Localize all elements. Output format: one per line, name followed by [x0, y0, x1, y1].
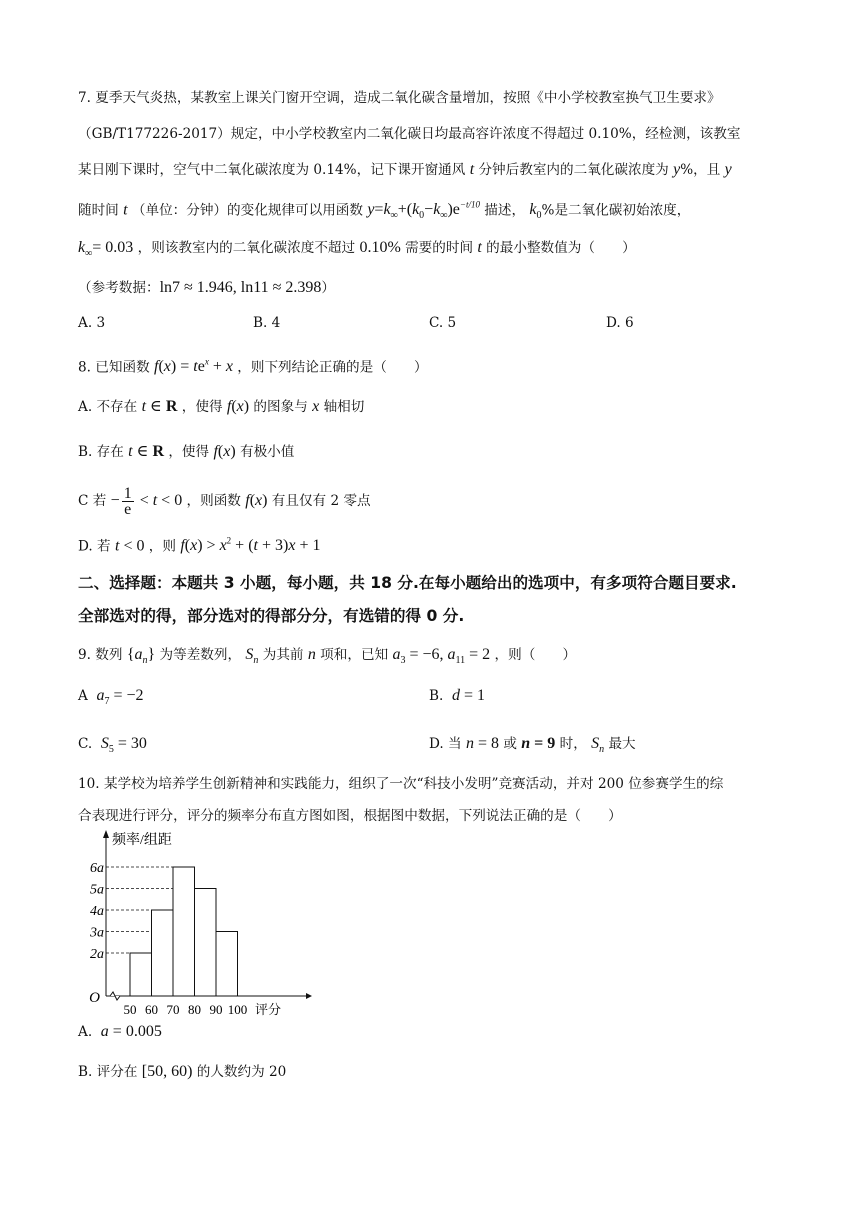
q7-function: $y=k_\infty+(k_0-k_\infty)e^{-t/10}$: [367, 200, 480, 222]
q9-stem: 9. 数列 $\{a_n\}$ 为等差数列， $S_n$ 为其前 n 项和，已知 $a_3 = -6$, $a_{11} = 2$ ，则（ ）: [78, 646, 577, 667]
q7-text: （单位：分钟）的变化规律可以用函数: [131, 202, 363, 219]
q9-text: C.: [78, 736, 93, 752]
q8-text: A. 不存在: [78, 399, 138, 415]
q7-text: ）: [321, 280, 336, 296]
q7-line-4: 随时间 t （单位：分钟）的变化规律可以用函数 $y=k_\infty+(k_0-k_\infty)e^{-t/10}$ 描述， $k_0\%$是二氧化碳初始浓度，: [78, 200, 691, 222]
q8-text: 轴相切: [323, 399, 365, 415]
q7-text: ，且: [693, 162, 721, 178]
q9-option-c: C. $S_5 = 30$: [78, 735, 147, 756]
q8-option-a: A. 不存在 t ∈ R ，使得 f(x) 的图象与 x 轴相切: [78, 398, 365, 415]
q10-line-2: 合表现进行评分，评分的频率分布直方图如图，根据图中数据，下列说法正确的是（ ）: [78, 808, 622, 824]
histogram-bar: [216, 932, 238, 997]
q7-line-5: $k_\infty= 0.03$ ，则该教室内的二氧化碳浓度不超过 0.10% 需要的时间 t 的最小整数值为（ ）: [78, 239, 636, 260]
histogram-bar: [130, 953, 152, 996]
q10-option-b: B. 评分在 [50, 60) 的人数约为 20: [78, 1063, 287, 1080]
q7-text: 分钟后教室内的二氧化碳浓度为: [478, 162, 669, 178]
q7-option-b: B. 4: [253, 315, 281, 331]
q8-text: ，使得: [181, 399, 223, 415]
q8-text: ，使得: [168, 444, 210, 460]
q9-option-d: D. 当 n = 8 或 n = 9 时， $S_n$ 最大: [429, 735, 636, 756]
q8-option-b: B. 存在 t ∈ R ，使得 f(x) 有极小值: [78, 443, 295, 460]
x-tick-label: 80: [188, 1002, 201, 1016]
q9-text: 为其前: [262, 647, 304, 663]
q7-text: 某日刚下课时，空气中二氧化碳浓度为 0.14%，记下课开窗通风: [78, 162, 466, 178]
q9-option-b: B. d = 1: [429, 687, 485, 704]
section-2-heading-line-2: 全部选对的得，部分选对的得部分分，有选错的得 0 分.: [78, 607, 465, 625]
q7-option-d: D. 6: [606, 315, 634, 331]
y-tick-label: 6a: [90, 861, 104, 876]
q7-line-2: （GB/T177226-2017）规定，中小学校教室内二氧化碳日均最高容许浓度不得超过 0.10%，经检测，该教室: [78, 126, 741, 142]
q10-text: B. 评分在: [78, 1064, 138, 1080]
q8-text: 有极小值: [240, 444, 295, 460]
y-tick-label: 2a: [90, 947, 104, 962]
q7-text: 的最小整数值为（ ）: [486, 240, 636, 256]
q9-text: 或: [503, 736, 517, 752]
q10-line-1: 10. 某学校为培养学生创新精神和实践能力，组织了一次“科技小发明”竞赛活动，并对 200 位参赛学生的综: [78, 776, 724, 792]
q9-text: ，则（ ）: [494, 647, 577, 663]
x-axis-arrow: [306, 993, 312, 999]
q7-reference: （参考数据：ln7 ≈ 1.946, ln11 ≈ 2.398）: [78, 279, 336, 296]
q7-text: 描述，: [484, 202, 526, 219]
x-tick-label: 60: [145, 1002, 158, 1016]
q9-option-a: A $a_7 = -2$: [78, 687, 144, 708]
origin-label: O: [89, 990, 100, 1006]
q10-text: 的人数约为 20: [196, 1064, 287, 1080]
q8-stem: 8. 已知函数 $f(x) = te^x + x$ ，则下列结论正确的是（ ）: [78, 357, 428, 376]
q7-option-c: C. 5: [429, 315, 457, 331]
q7-text: ，则该教室内的二氧化碳浓度不超过: [137, 240, 356, 256]
q8-text: 8. 已知函数: [78, 359, 150, 376]
x-tick-label: 70: [166, 1002, 180, 1016]
frequency-histogram: [74, 828, 314, 1016]
y-tick-label: 5a: [90, 882, 104, 898]
y-tick-label: 3a: [90, 925, 104, 941]
q8-text: B. 存在: [78, 444, 124, 460]
x-axis-label: 评分: [255, 1002, 282, 1016]
q8-text: C: [78, 493, 89, 510]
q8-text: 有且仅有 2 零点: [271, 493, 371, 510]
q7-text: （参考数据：: [78, 280, 160, 296]
q7-line-1: 7. 夏季天气炎热，某教室上课关门窗开空调，造成二氧化碳含量增加，按照《中小学校教室换气卫生要求》: [78, 90, 721, 106]
x-tick-label: 50: [123, 1002, 137, 1016]
q7-line-3: 某日刚下课时，空气中二氧化碳浓度为 0.14%，记下课开窗通风 t 分钟后教室内的二氧化碳浓度为 y%，且 y: [78, 161, 732, 178]
q10-option-a: A. a = 0.005: [78, 1023, 162, 1040]
q7-text: 随时间: [78, 202, 119, 219]
q8-text: ，则: [148, 538, 176, 555]
section-2-heading-line-1: 二、选择题：本题共 3 小题，每小题，共 18 分.在每小题给出的选项中，有多项符合题目要求.: [78, 574, 737, 592]
y-tick-label: 4a: [90, 904, 104, 919]
q8-text: 的图象与: [253, 399, 308, 415]
q8-text: D. 若: [78, 538, 111, 555]
q8-option-d: D. 若 t < 0 ，则 $f(x) > x^2 + (t + 3)x + 1$: [78, 536, 321, 555]
q9-text: 为等差数列，: [159, 647, 242, 663]
histogram-bar: [195, 889, 217, 997]
q9-text: 时，: [559, 736, 587, 752]
q9-text: 9. 数列: [78, 647, 123, 663]
q9-text: 最大: [608, 736, 636, 752]
y-axis-arrow: [103, 830, 109, 838]
q9-text: B.: [429, 688, 444, 704]
y-axis-label: 频率/组距: [112, 833, 172, 848]
q8-option-c: C 若 − $\frac{1}{e}$ < t < 0 ，则函数 f(x) 有且仅有 2 零点: [78, 485, 371, 518]
q7-text: 是二氧化碳初始浓度，: [554, 202, 691, 219]
x-tick-label: 100: [227, 1002, 248, 1016]
q7-option-a: A. 3: [78, 315, 106, 331]
q9-text: D. 当: [429, 736, 462, 752]
axis-break-mark: [110, 992, 120, 1000]
q8-text: 若: [92, 493, 107, 510]
histogram-bar: [173, 867, 195, 996]
q10-text: A.: [78, 1024, 93, 1040]
q9-text: 项和，已知: [320, 647, 389, 663]
q8-text: ，则下列结论正确的是（ ）: [237, 359, 428, 376]
q7-text: 需要的时间: [405, 240, 474, 256]
histogram-bar: [152, 910, 174, 996]
q9-text: A: [78, 688, 88, 704]
x-tick-label: 90: [209, 1002, 223, 1016]
q8-text: ，则函数: [186, 493, 241, 510]
